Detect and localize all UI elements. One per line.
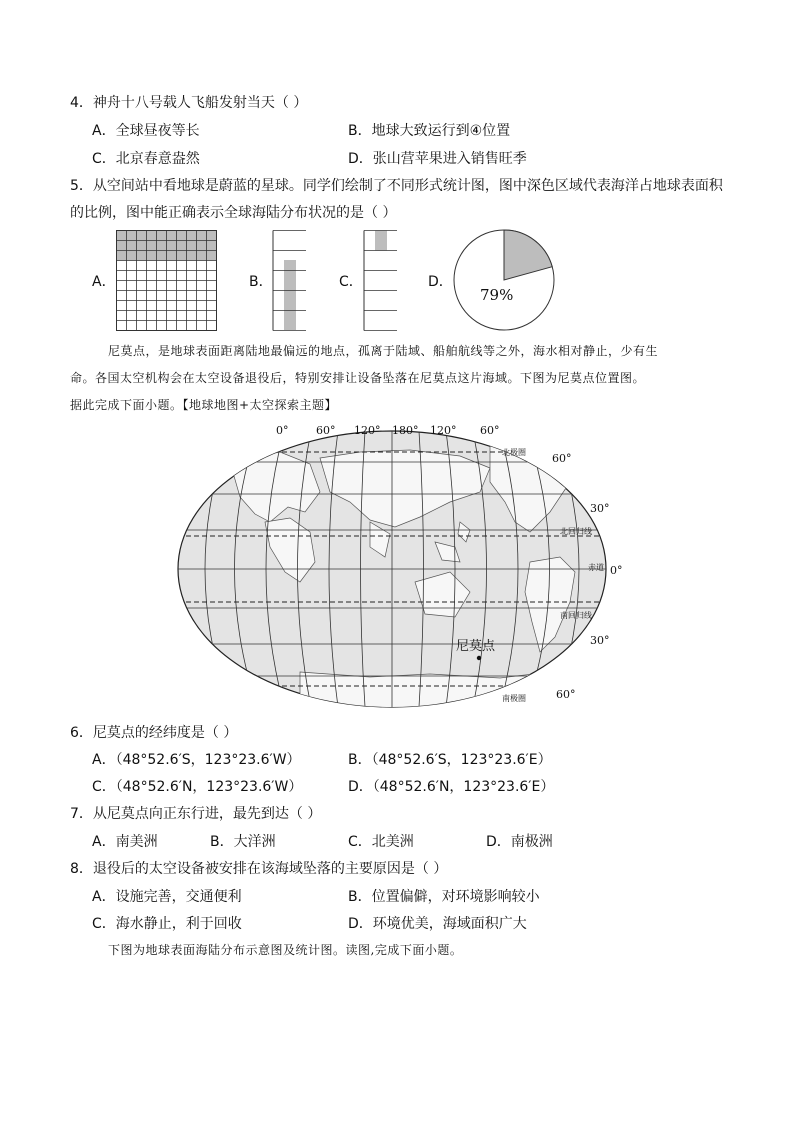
lat-label-0: 0°: [610, 564, 623, 577]
q8-option-a: A．设施完善，交通便利: [92, 889, 242, 905]
label-tropic-cancer: 北回归线: [560, 527, 592, 536]
next-section-intro: 下图为地球表面海陆分布示意图及统计图。读图,完成下面小题。: [108, 943, 463, 957]
q6-option-a: A．（48°52.6′S，123°23.6′W）: [92, 752, 301, 768]
q6-option-c: C．（48°52.6′N，123°23.6′W）: [92, 779, 303, 795]
passage-line3: 据此完成下面小题。【地球地图+太空探索主题】: [70, 398, 338, 412]
q8-stem: 8．退役后的太空设备被安排在该海域坠落的主要原因是（ ）: [70, 861, 448, 877]
q5-stem-line2: 的比例，图中能正确表示全球海陆分布状况的是（ ）: [70, 205, 397, 221]
passage-line2: 命。各国太空机构会在太空设备退役后，特别安排让设备坠落在尼莫点这片海域。下图为尼莫点位置图。: [70, 371, 646, 385]
q7-option-a: A．南美洲: [92, 834, 158, 850]
q5-bar-chart-c: [363, 230, 399, 332]
q6-option-b: B．（48°52.6′S，123°23.6′E）: [348, 752, 552, 768]
q7-option-b: B．大洋洲: [210, 834, 276, 850]
lat-label-60s: 60°: [556, 688, 576, 701]
lon-label-120e: 120°: [354, 424, 381, 437]
q4-stem: 4．神舟十八号载人飞船发射当天（ ）: [70, 95, 308, 111]
lon-label-120w: 120°: [430, 424, 457, 437]
q7-option-d: D．南极洲: [486, 834, 553, 850]
lat-label-60n: 60°: [552, 452, 572, 465]
q5-pie-chart-d: [452, 228, 558, 334]
q5-grid-chart-a: [116, 230, 218, 332]
q4-option-b: B．地球大致运行到④位置: [348, 123, 511, 139]
bar-c-fill: [375, 231, 387, 251]
parallels: [170, 462, 630, 676]
lon-label-60w: 60°: [480, 424, 500, 437]
q8-option-d: D．环境优美，海域面积广大: [348, 916, 527, 932]
label-tropic-capricorn: 南回归线: [560, 611, 592, 620]
q7-option-c: C．北美洲: [348, 834, 414, 850]
nemo-point-marker: [477, 656, 481, 660]
q4-option-a: A．全球昼夜等长: [92, 123, 200, 139]
lon-label-0: 0°: [276, 424, 289, 437]
passage-line1: 尼莫点，是地球表面距离陆地最偏远的地点，孤离于陆域、船舶航线等之外，海水相对静止，少有生: [108, 344, 659, 358]
q4-option-d: D．张山营苹果进入销售旺季: [348, 151, 527, 167]
q8-option-c: C．海水静止，利于回收: [92, 916, 242, 932]
label-equator: 赤道: [588, 563, 604, 572]
q5-stem-line1: 5．从空间站中看地球是蔚蓝的星球。同学们绘制了不同形式统计图，图中深色区域代表海洋占地球表面积: [70, 178, 723, 194]
lon-label-60e: 60°: [316, 424, 336, 437]
q6-option-d: D．（48°52.6′N，123°23.6′E）: [348, 779, 555, 795]
lon-label-180: 180°: [392, 424, 419, 437]
q5-label-b: B．: [249, 274, 273, 290]
q7-stem: 7．从尼莫点向正东行进，最先到达（ ）: [70, 806, 322, 822]
lat-label-30n: 30°: [590, 502, 610, 515]
lat-label-30s: 30°: [590, 634, 610, 647]
q5-bar-chart-b: [272, 230, 308, 332]
pie-value-label: 79%: [480, 286, 514, 304]
q6-stem: 6．尼莫点的经纬度是（ ）: [70, 725, 238, 741]
q5-label-c: C．: [339, 274, 363, 290]
q4-option-c: C．北京春意盎然: [92, 151, 200, 167]
q5-label-a: A．: [92, 274, 116, 290]
world-map-nemo-point: [170, 422, 630, 722]
label-arctic-circle: 北极圈: [502, 448, 526, 457]
label-antarctic-circle: 南极圈: [502, 694, 526, 703]
q5-label-d: D．: [428, 274, 453, 290]
q8-option-b: B．位置偏僻，对环境影响较小: [348, 889, 540, 905]
nemo-point-label: 尼莫点: [456, 639, 496, 654]
